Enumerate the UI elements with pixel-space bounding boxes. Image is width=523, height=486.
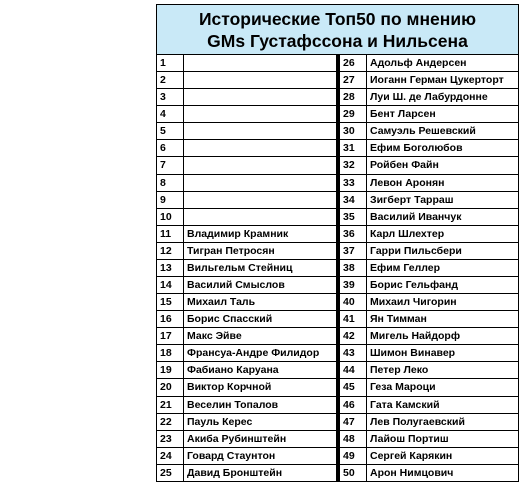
rank-number: 9 [157,192,184,208]
table-row [157,311,336,328]
rank-number: 5 [157,123,184,139]
player-name: Гата Камский [370,398,440,411]
player-name: Луи Ш. де Лабурдонне [370,91,488,104]
player-name: Владимир Крамник [187,227,289,240]
rank-number: 26 [340,55,367,71]
table-row [157,192,336,209]
rank-number: 22 [157,414,184,430]
table-row [340,311,518,328]
rank-number: 19 [157,362,184,378]
table-row [340,362,518,379]
rank-number: 43 [340,345,367,361]
player-name: Давид Бронштейн [187,466,283,479]
rank-number: 47 [340,414,367,430]
rank-number: 20 [157,379,184,395]
table-row [157,277,336,294]
table-row [340,72,518,89]
player-name: Макс Эйве [187,330,242,343]
rank-number: 39 [340,277,367,293]
rank-number: 25 [157,465,184,481]
rank-number: 7 [157,157,184,173]
player-name: Гарри Пильсбери [370,244,462,257]
table-row [340,192,518,209]
table-row [157,209,336,226]
rank-number: 17 [157,328,184,344]
table-row [157,123,336,140]
rank-number: 48 [340,431,367,447]
rank-number: 12 [157,243,184,259]
table-row [157,448,336,465]
table-row [157,362,336,379]
rank-number: 23 [157,431,184,447]
player-name: Михаил Чигорин [370,296,457,309]
player-name: Сергей Карякин [370,449,453,462]
table-row [340,277,518,294]
player-name [184,140,336,156]
table-row [157,106,336,123]
table-row [340,397,518,414]
table-row [340,55,518,72]
left-column [157,55,340,482]
table-row [157,379,336,396]
rank-number: 14 [157,277,184,293]
rank-number: 34 [340,192,367,208]
rank-number: 35 [340,209,367,225]
table-row [157,260,336,277]
title-line-2: GMs Густафссона и Нильсена [207,30,468,51]
table-row [157,294,336,311]
table-title [156,4,519,55]
table-row [340,260,518,277]
player-name [184,175,336,191]
table-row [340,448,518,465]
rank-number: 2 [157,72,184,88]
table-row [157,175,336,192]
rank-number: 8 [157,175,184,191]
rank-number: 21 [157,397,184,413]
rank-number: 40 [340,294,367,310]
table-row [157,140,336,157]
player-name: Ян Тимман [370,313,427,326]
table-row [340,140,518,157]
player-name [184,89,336,105]
table-row [157,226,336,243]
player-name: Иоганн Герман Цукерторт [370,74,504,87]
rank-number: 42 [340,328,367,344]
player-name: Василий Иванчук [370,210,462,223]
player-name: Пауль Керес [187,415,253,428]
table-row [340,328,518,345]
rank-number: 28 [340,89,367,105]
rank-number: 24 [157,448,184,464]
player-name: Самуэль Решевский [370,125,476,138]
player-name: Франсуа-Андре Филидор [187,347,320,360]
rank-number: 38 [340,260,367,276]
player-name: Веселин Топалов [187,398,279,411]
table-row [157,431,336,448]
player-name: Борис Гельфанд [370,279,459,292]
ranking-table [156,4,519,482]
rank-number: 33 [340,175,367,191]
table-row [157,157,336,174]
rank-number: 10 [157,209,184,225]
rank-number: 32 [340,157,367,173]
player-name: Геза Мароци [370,381,436,394]
title-line-1: Исторические Топ50 по мнению [198,8,477,29]
rank-number: 31 [340,140,367,156]
rank-number: 27 [340,72,367,88]
player-name: Арон Нимцович [370,466,454,479]
player-name: Лев Полугаевский [370,415,465,428]
rank-number: 29 [340,106,367,122]
player-name: Карл Шлехтер [370,227,445,240]
player-name: Михаил Таль [187,296,256,309]
rank-number: 44 [340,362,367,378]
table-row [157,345,336,362]
player-name [184,192,336,208]
table-row [157,55,336,72]
rank-number: 6 [157,140,184,156]
player-name: Говард Стаунтон [187,449,276,462]
player-name: Зигберт Тарраш [370,193,454,206]
rank-number: 1 [157,55,184,71]
table-row [340,106,518,123]
rank-number: 4 [157,106,184,122]
player-name: Адольф Андерсен [370,57,467,69]
player-name: Тигран Петросян [187,244,275,257]
table-row [157,328,336,345]
rank-number: 41 [340,311,367,327]
rank-number: 15 [157,294,184,310]
rank-number: 16 [157,311,184,327]
player-name [184,209,336,225]
table-row [340,379,518,396]
player-name: Ройбен Файн [370,159,439,172]
table-row [157,89,336,106]
table-row [157,397,336,414]
rank-number: 36 [340,226,367,242]
table-row [340,345,518,362]
player-name: Ефим Геллер [370,261,441,274]
table-row [340,157,518,174]
player-name: Бент Ларсен [370,108,436,121]
player-name [184,106,336,122]
table-row [340,431,518,448]
table-row [157,72,336,89]
rank-number: 45 [340,379,367,395]
table-body [156,55,519,482]
player-name: Борис Спасский [187,313,273,326]
table-row [340,89,518,106]
table-row [157,465,336,482]
rank-number: 3 [157,89,184,105]
table-row [157,414,336,431]
table-row [340,294,518,311]
rank-number: 37 [340,243,367,259]
table-row [340,209,518,226]
table-row [340,465,518,482]
table-row [340,226,518,243]
table-row [157,243,336,260]
player-name: Мигель Найдорф [370,330,461,343]
rank-number: 30 [340,123,367,139]
right-column [340,55,519,482]
player-name: Левон Аронян [370,176,445,189]
table-row [340,414,518,431]
player-name: Шимон Винавер [370,347,456,360]
player-name: Виктор Корчной [187,381,272,394]
table-row [340,243,518,260]
table-row [340,175,518,192]
player-name [184,157,336,173]
player-name: Лайош Портиш [370,432,449,445]
rank-number: 13 [157,260,184,276]
rank-number: 50 [340,465,367,481]
player-name [184,55,336,71]
player-name: Василий Смыслов [187,279,285,292]
player-name [184,123,336,139]
player-name: Ефим Боголюбов [370,142,463,155]
player-name: Фабиано Каруана [187,364,279,377]
rank-number: 49 [340,448,367,464]
player-name: Петер Леко [370,364,429,377]
rank-number: 11 [157,226,184,242]
player-name: Акиба Рубинштейн [187,432,287,445]
rank-number: 46 [340,397,367,413]
player-name: Вильгельм Стейниц [187,261,293,274]
table-row [340,123,518,140]
rank-number: 18 [157,345,184,361]
player-name [184,72,336,88]
